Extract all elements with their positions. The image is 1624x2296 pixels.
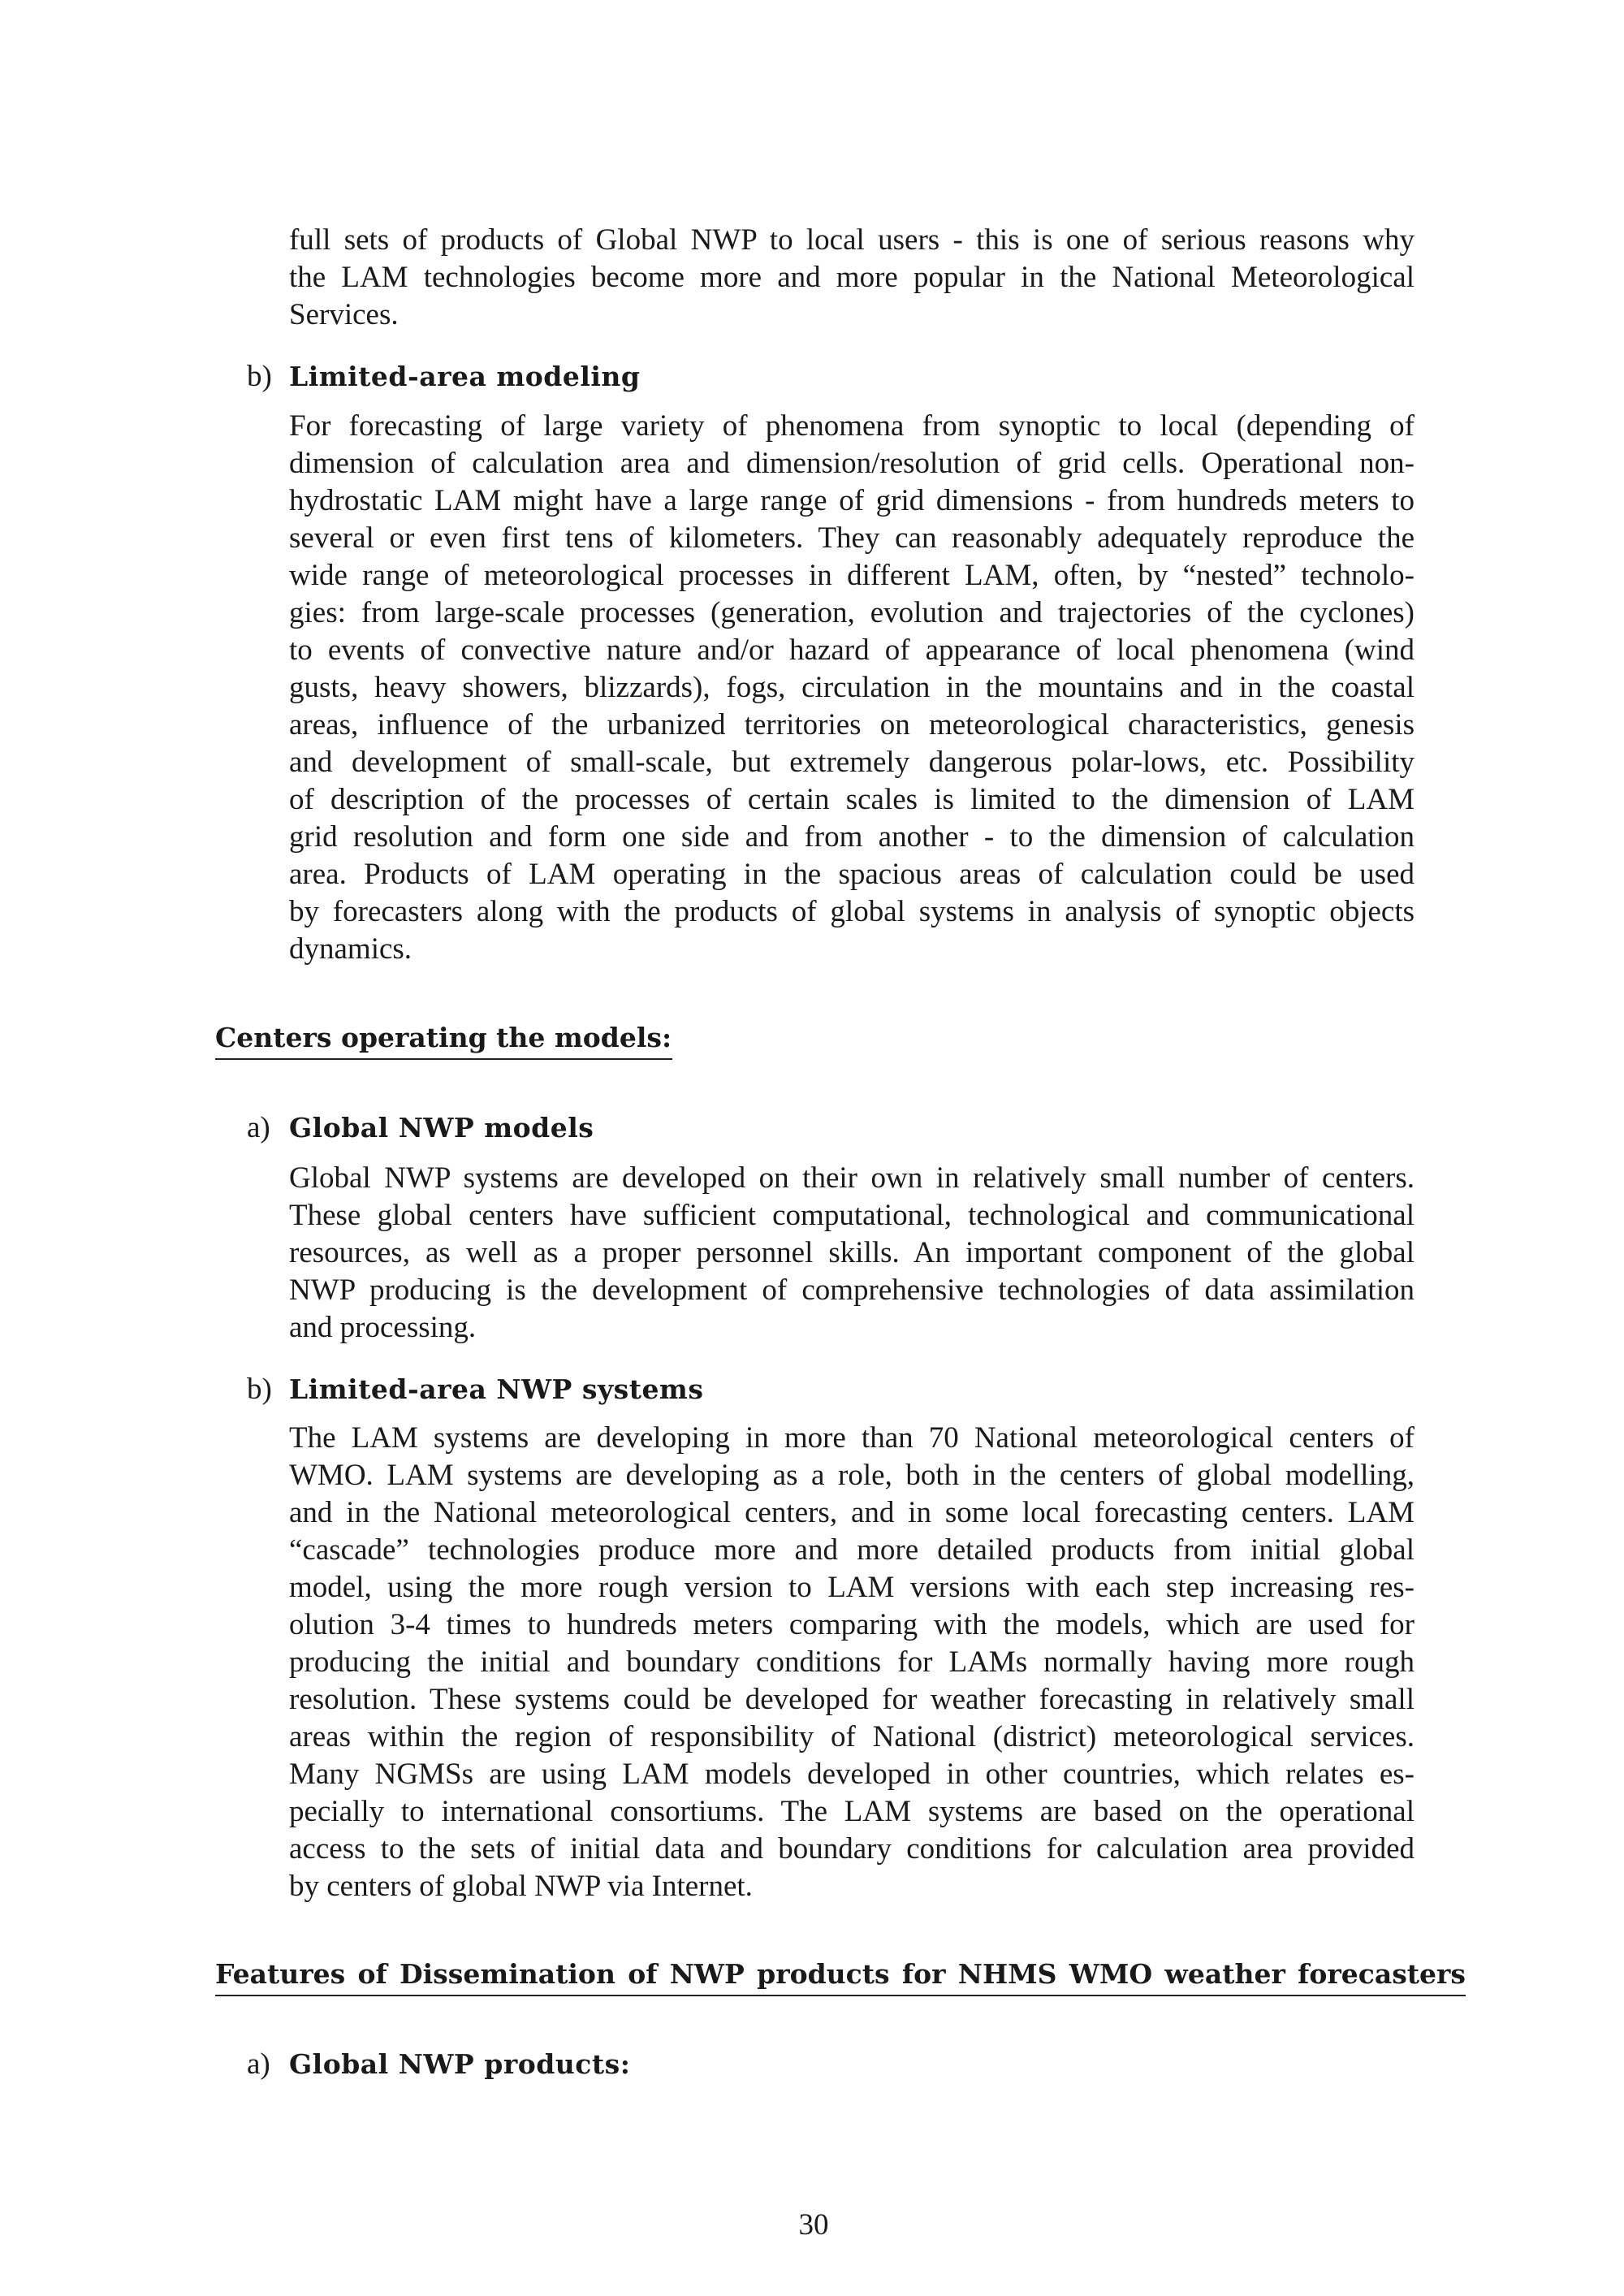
text-line: dimension of calculation area and dimension/resolution of grid cells. Operational non- bbox=[289, 447, 1415, 480]
paragraph-limited-area-nwp-systems bbox=[289, 1420, 1415, 1905]
text-line: access to the sets of initial data and boundary conditions for calculation area provided bbox=[289, 1832, 1415, 1866]
text-line: areas, influence of the urbanized territories on meteorological characteristics, genesis bbox=[289, 708, 1415, 742]
text-line: WMO. LAM systems are developing as a role, both in the centers of global modelling, bbox=[289, 1459, 1415, 1492]
text-line: producing the initial and boundary conditions for LAMs normally having more rough bbox=[289, 1645, 1415, 1679]
paragraph-global-nwp-models bbox=[289, 1160, 1415, 1347]
paragraph-global-nwp-continuation bbox=[289, 222, 1415, 334]
text-line: several or even first tens of kilometers. They can reasonably adequately reproduce the bbox=[289, 521, 1415, 555]
list-item-global-nwp-products bbox=[247, 2046, 630, 2083]
page-number: 30 bbox=[798, 2208, 829, 2242]
section-heading-dissemination: Features of Dissemination of NWP products for NHMS WMO weather forecasters bbox=[215, 1956, 1466, 1996]
text-line: gusts, heavy showers, blizzards), fogs, circulation in the mountains and in the coastal bbox=[289, 671, 1415, 704]
text-line: The LAM systems are developing in more than 70 National meteorological centers of bbox=[289, 1421, 1415, 1455]
text-line: “cascade” technologies produce more and more detailed products from initial global bbox=[289, 1533, 1415, 1567]
item-title: Global NWP models bbox=[289, 1112, 594, 1144]
text-line: These global centers have sufficient computational, technological and communicational bbox=[289, 1199, 1415, 1232]
list-item-global-nwp-models bbox=[247, 1109, 594, 1147]
item-title: Limited-area modeling bbox=[289, 361, 641, 392]
text-line: and processing. bbox=[289, 1311, 477, 1344]
paragraph-limited-area-modeling bbox=[289, 408, 1415, 968]
text-line: resources, as well as a proper personnel skills. An important component of the global bbox=[289, 1236, 1415, 1269]
text-line: areas within the region of responsibility of National (district) meteorological services. bbox=[289, 1720, 1415, 1753]
item-label: a) bbox=[247, 2047, 270, 2081]
text-line: model, using the more rough version to LAM versions with each step increasing res- bbox=[289, 1571, 1415, 1604]
text-line: to events of convective nature and/or hazard of appearance of local phenomena (wind bbox=[289, 633, 1415, 667]
item-label: b) bbox=[247, 360, 272, 393]
text-line: full sets of products of Global NWP to local users - this is one of serious reasons why bbox=[289, 223, 1415, 257]
list-item-limited-area-nwp-systems bbox=[247, 1371, 703, 1408]
text-line: olution 3-4 times to hundreds meters comparing with the models, which are used for bbox=[289, 1608, 1415, 1641]
text-line: area. Products of LAM operating in the spacious areas of calculation could be used bbox=[289, 858, 1415, 891]
text-line: the LAM technologies become more and more popular in the National Meteorological bbox=[289, 261, 1415, 294]
text-line: Services. bbox=[289, 298, 399, 331]
item-title: Limited-area NWP systems bbox=[289, 1373, 704, 1405]
text-line: and in the National meteorological centers, and in some local forecasting centers. LAM bbox=[289, 1496, 1415, 1529]
item-label: b) bbox=[247, 1373, 272, 1406]
text-line: For forecasting of large variety of phenomena from synoptic to local (depending of bbox=[289, 409, 1415, 443]
text-line: and development of small-scale, but extremely dangerous polar-lows, etc. Possibility bbox=[289, 746, 1415, 779]
text-line: NWP producing is the development of comprehensive technologies of data assimilation bbox=[289, 1273, 1415, 1307]
text-line: grid resolution and form one side and from another - to the dimension of calculation bbox=[289, 820, 1415, 854]
item-label: a) bbox=[247, 1111, 270, 1144]
text-line: resolution. These systems could be developed for weather forecasting in relatively small bbox=[289, 1683, 1415, 1716]
section-heading-centers: Centers operating the models: bbox=[215, 1019, 672, 1060]
text-line: of description of the processes of certain scales is limited to the dimension of LAM bbox=[289, 783, 1415, 816]
item-title: Global NWP products: bbox=[289, 2048, 631, 2080]
text-line: Many NGMSs are using LAM models developed in other countries, which relates es- bbox=[289, 1758, 1415, 1791]
text-line: by forecasters along with the products of global systems in analysis of synoptic objects bbox=[289, 895, 1415, 928]
text-line: Global NWP systems are developed on their own in relatively small number of centers. bbox=[289, 1161, 1415, 1195]
text-line: wide range of meteorological processes in different LAM, often, by “nested” technolo- bbox=[289, 559, 1415, 592]
text-line: dynamics. bbox=[289, 932, 412, 966]
text-line: hydrostatic LAM might have a large range of grid dimensions - from hundreds meters to bbox=[289, 484, 1415, 517]
text-line: by centers of global NWP via Internet. bbox=[289, 1870, 753, 1903]
text-line: gies: from large-scale processes (generation, evolution and trajectories of the cyclones) bbox=[289, 596, 1415, 629]
text-line: pecially to international consortiums. The LAM systems are based on the operational bbox=[289, 1795, 1415, 1828]
list-item-limited-area-modeling bbox=[247, 358, 640, 396]
